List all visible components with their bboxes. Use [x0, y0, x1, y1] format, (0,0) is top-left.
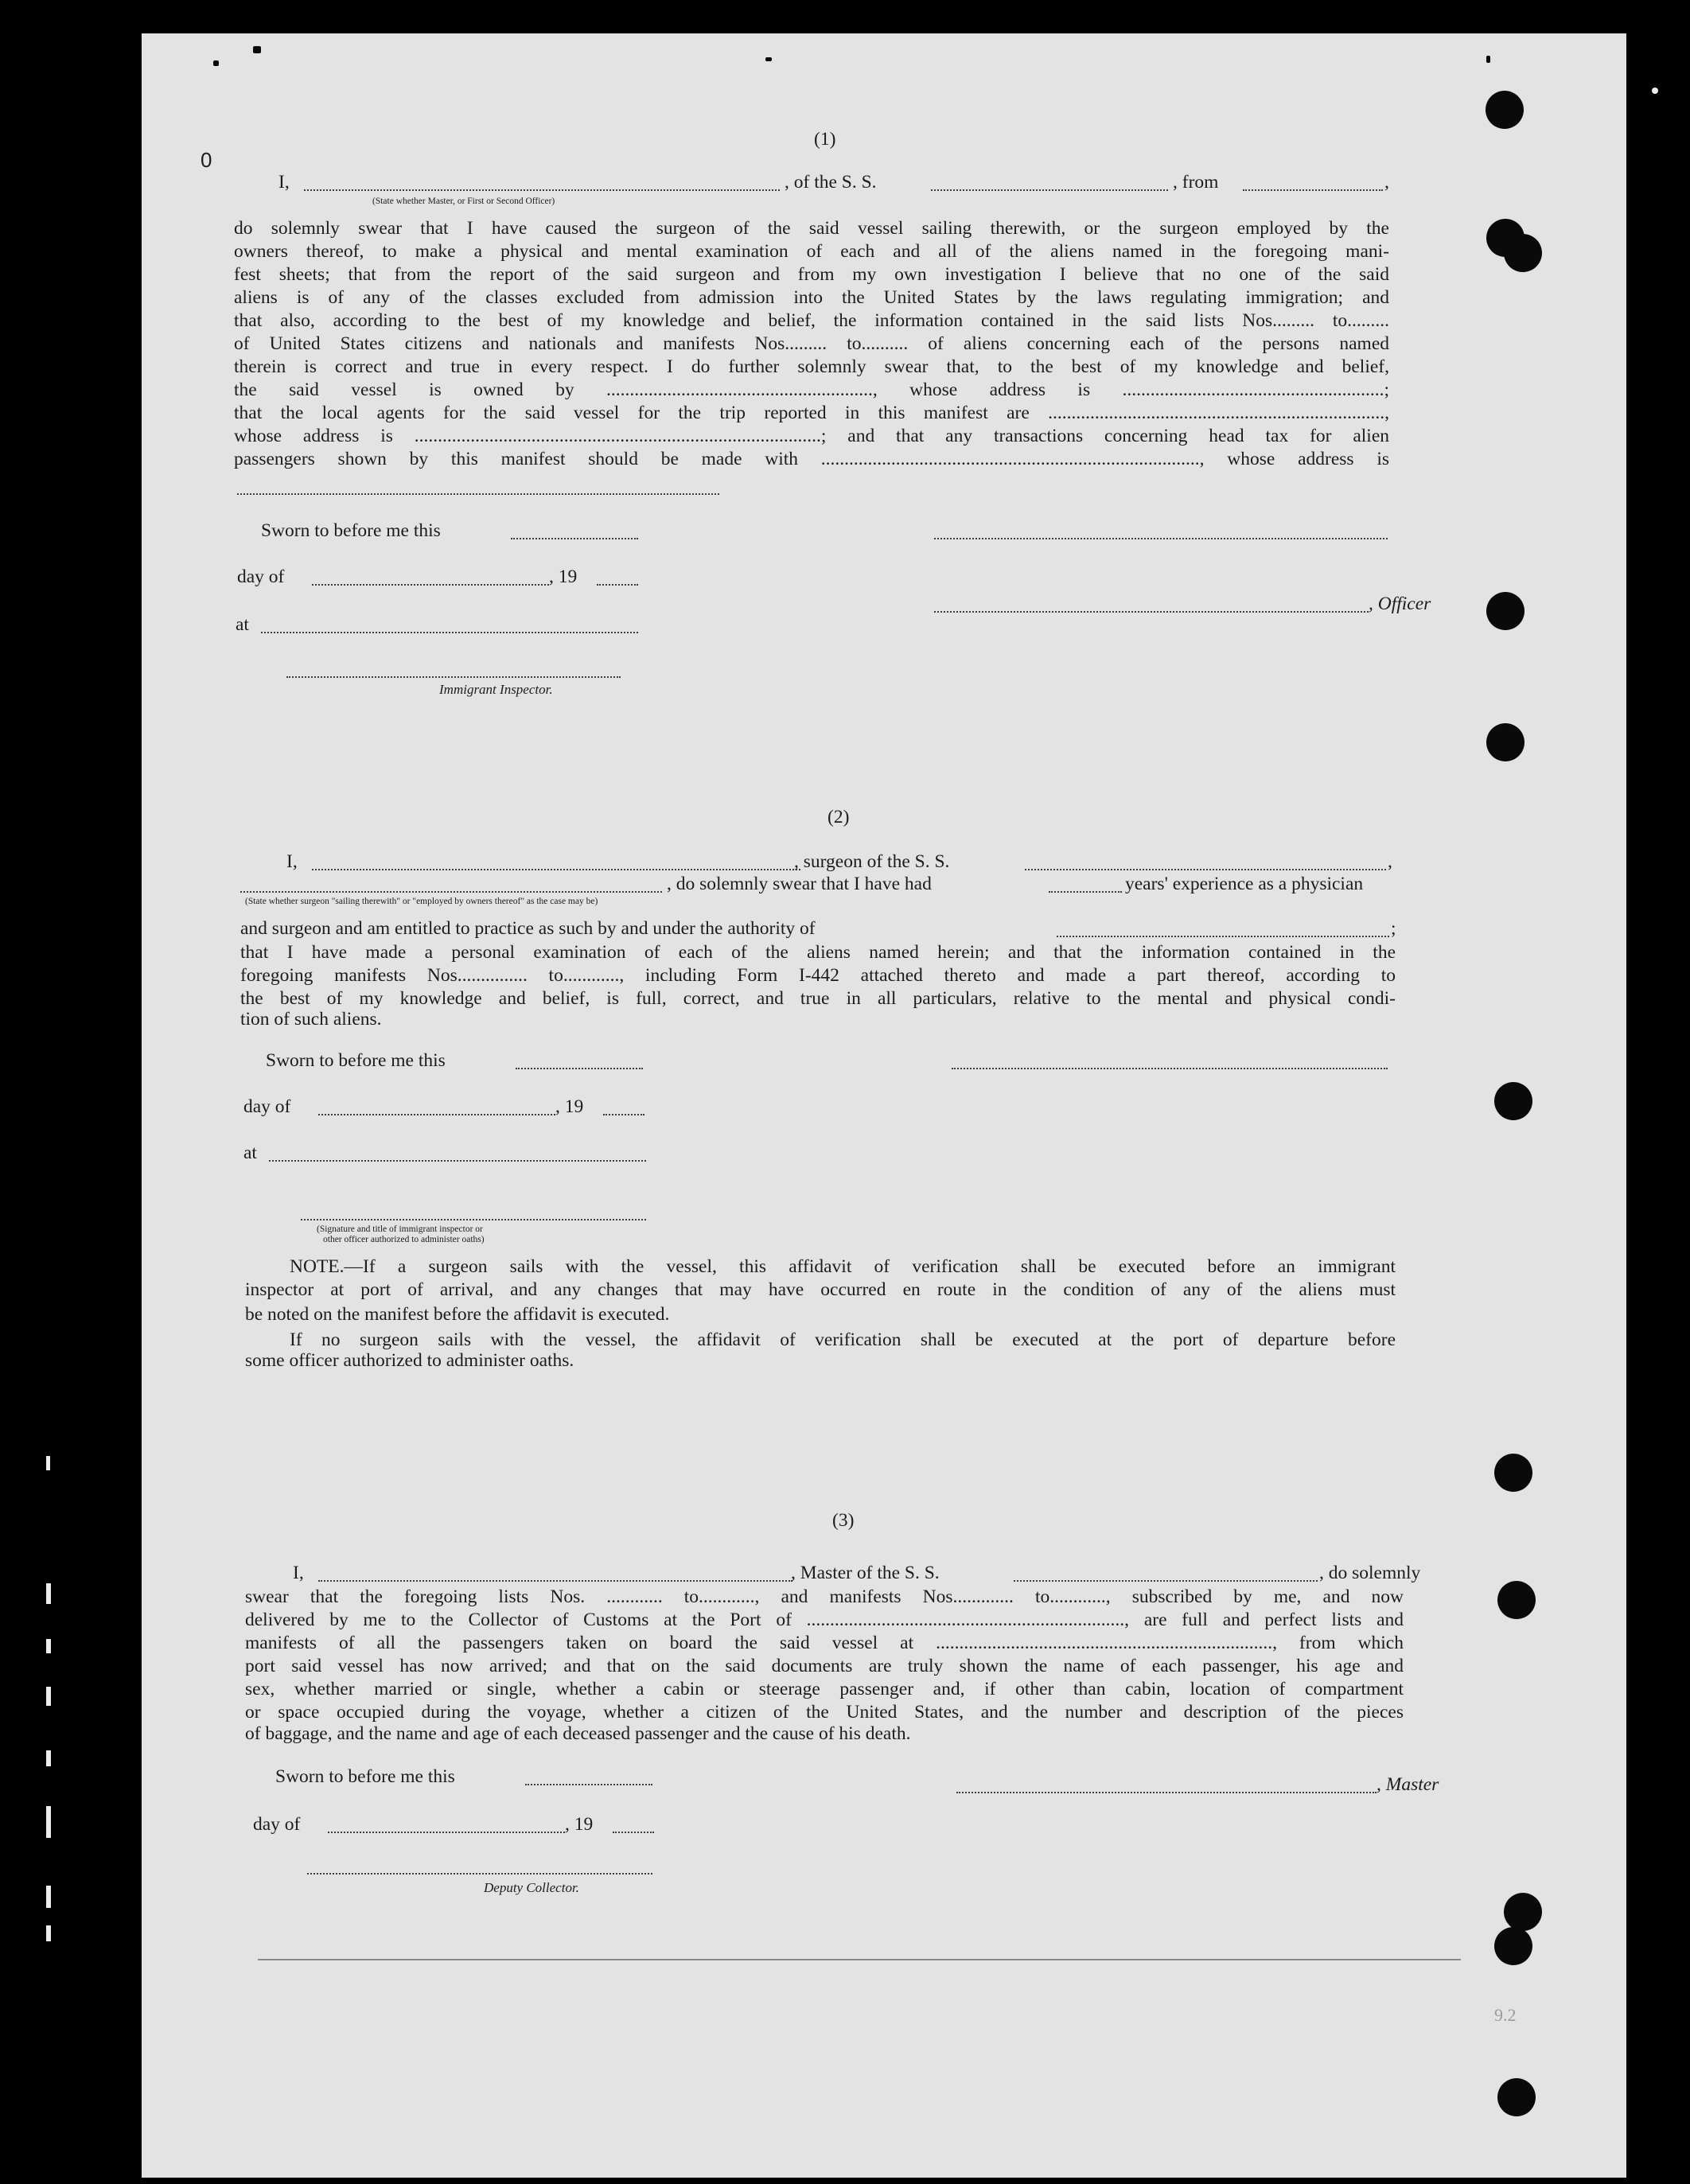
deputy-signature-field[interactable] [307, 1873, 652, 1875]
oath-text [234, 217, 1389, 471]
oath-line: that I have made a personal examination of each of the aliens named herein; and that the information contained in the [240, 942, 1396, 963]
scan-mark [46, 1806, 51, 1838]
section-number: (1) [814, 129, 836, 150]
scan-speck [765, 57, 772, 61]
from-label: , from [1173, 172, 1219, 193]
note-line: some officer authorized to administer oaths. [245, 1350, 574, 1371]
at-place-field[interactable] [269, 1160, 646, 1162]
surgeon-swear-text: , do solemnly swear that I have had [667, 874, 932, 894]
signature-caption: other officer authorized to administer oaths) [323, 1235, 485, 1244]
oath-line: or space occupied during the voyage, whether a citizen of the United States, and the number and description of the pieces [245, 1702, 1404, 1723]
punch-hole [1494, 1927, 1532, 1965]
punch-hole [1494, 1082, 1532, 1120]
day-month-field[interactable] [312, 584, 549, 586]
inspector-label: Immigrant Inspector. [439, 682, 553, 697]
note-line: If no surgeon sails with the vessel, the affidavit of verification shall be executed at the port of departure before [290, 1329, 1396, 1350]
scan-mark [46, 1456, 50, 1470]
master-vessel-label: , Master of the S. S. [791, 1563, 940, 1583]
master-name-field[interactable] [318, 1580, 792, 1582]
scan-mark [46, 1750, 51, 1766]
field-caption: (State whether Master, or First or Second Officer) [372, 197, 555, 206]
surgeon-vessel-field[interactable] [1025, 869, 1386, 870]
oath-line: aliens is of any of the classes excluded from admission into the United States by the laws regulating immigration; and [234, 287, 1389, 308]
scan-mark [46, 1886, 51, 1908]
note-line: be noted on the manifest before the affidavit is executed. [245, 1304, 670, 1325]
scan-mark [46, 1687, 51, 1706]
oath-line: whose address is .......................................................................................; and that any transactions concerning head tax for alien [234, 426, 1389, 446]
section-number: (2) [827, 807, 850, 827]
note-text [245, 1256, 1396, 1279]
inspector-signature-field[interactable] [286, 676, 621, 678]
oath-line: foregoing manifests Nos............... to............, including Form I-442 attached thereto and made a part thereof, according to [240, 965, 1396, 986]
master-label: , Master [1377, 1774, 1439, 1795]
oath-line: delivered by me to the Collector of Customs at the Port of ...................................................................., are full and perfect lists and [245, 1610, 1404, 1630]
surgeon-signature-field[interactable] [952, 1068, 1388, 1069]
year-field[interactable] [603, 1114, 644, 1115]
note-line: inspector at port of arrival, and any changes that may have occurred en route in the condition of any of the aliens must [245, 1279, 1396, 1300]
note-line: NOTE.—If a surgeon sails with the vessel, this affidavit of verification shall be executed before an immigrant [290, 1256, 1396, 1277]
section-number: (3) [832, 1510, 855, 1531]
vessel-label: , of the S. S. [785, 172, 877, 193]
year-field[interactable] [613, 1832, 654, 1833]
sworn-label: Sworn to before me this [266, 1050, 446, 1071]
year-label: , 19 [565, 1814, 594, 1835]
note-text [245, 1279, 1396, 1302]
surgeon-status-field[interactable] [240, 891, 662, 893]
oath-line: tion of such aliens. [240, 1009, 382, 1030]
surgeon-oath-text [240, 941, 1396, 1010]
signature-title-field[interactable] [301, 1219, 646, 1220]
punch-hole [1497, 1581, 1536, 1619]
oath-line: therein is correct and true in every respect. I do further solemnly swear that, to the best of my knowledge and belief, [234, 356, 1389, 377]
day-of-label: day of [253, 1814, 301, 1835]
scan-mark [46, 1925, 51, 1941]
at-label: at [243, 1143, 257, 1163]
vessel-name-field[interactable] [931, 189, 1168, 191]
scan-speck [1486, 56, 1490, 63]
field-caption: (State whether surgeon "sailing therewith" or "employed by owners thereof" as the case may be) [245, 897, 598, 906]
document-page [142, 33, 1626, 2178]
surgeon-prefix: I, [286, 851, 298, 872]
scan-speck [213, 60, 219, 66]
sworn-date-field[interactable] [525, 1784, 652, 1785]
punch-hole [1504, 1893, 1542, 1931]
scan-speck [253, 46, 261, 53]
sworn-label: Sworn to before me this [275, 1766, 455, 1787]
scan-mark [1652, 88, 1658, 94]
years-experience-label: years' experience as a physician [1125, 874, 1364, 894]
punch-hole [1494, 1454, 1532, 1492]
punch-hole [1486, 91, 1524, 129]
agent-address-continuation-field[interactable] [237, 493, 719, 495]
oath-line: the said vessel is owned by ........................................................., whose address is ........................................................; [234, 380, 1389, 400]
punch-hole [1486, 723, 1525, 761]
punch-hole [1504, 234, 1542, 272]
master-oath-text [245, 1586, 1404, 1724]
from-port-field[interactable] [1243, 189, 1383, 191]
oath-line: that also, according to the best of my knowledge and belief, the information contained in the said lists Nos......... to......... [234, 310, 1389, 331]
master-prefix: I, [293, 1563, 304, 1583]
scan-mark [46, 1583, 51, 1604]
sworn-date-field[interactable] [516, 1068, 643, 1069]
punch-hole [1486, 592, 1525, 630]
at-place-field[interactable] [261, 632, 638, 633]
surgeon-name-field[interactable] [312, 869, 800, 870]
officer-title-field[interactable] [934, 611, 1369, 613]
master-signature-field[interactable] [956, 1792, 1377, 1793]
year-label: , 19 [549, 566, 578, 587]
oath-line: port said vessel has now arrived; and that on the said documents are truly shown the name of each passenger, his age and [245, 1656, 1404, 1676]
officer-signature-field[interactable] [934, 538, 1388, 539]
sworn-label: Sworn to before me this [261, 520, 441, 541]
margin-mark: 0 [201, 148, 212, 172]
stamp-number: 9.2 [1494, 2005, 1517, 2025]
note-text [290, 1329, 1396, 1352]
bottom-rule [258, 1959, 1461, 1960]
master-vessel-field[interactable] [1014, 1580, 1318, 1582]
oath-line: owners thereof, to make a physical and mental examination of each and all of the aliens named in the foregoing mani- [234, 241, 1389, 262]
oath-line: do solemnly swear that I have caused the surgeon of the said vessel sailing therewith, or the surgeon employed by the [234, 218, 1389, 239]
day-of-label: day of [243, 1096, 291, 1117]
affiant-name-field[interactable] [304, 189, 780, 191]
sworn-date-field[interactable] [511, 538, 638, 539]
authority-text: and surgeon and am entitled to practice as such by and under the authority of [240, 918, 816, 939]
oath-line: that the local agents for the said vessel for the trip reported in this manifest are ........................................................................, [234, 403, 1389, 423]
affiant-prefix: I, [278, 172, 290, 193]
years-experience-field[interactable] [1049, 891, 1122, 893]
signature-caption: (Signature and title of immigrant inspector or [317, 1224, 483, 1234]
line-end: ; [1391, 918, 1396, 939]
line-end: , do solemnly [1319, 1563, 1421, 1583]
year-label: , 19 [555, 1096, 584, 1117]
scan-mark [46, 1639, 51, 1653]
oath-line: the best of my knowledge and belief, is full, correct, and true in all particulars, relative to the mental and physical condi- [240, 988, 1396, 1009]
authority-field[interactable] [1057, 936, 1389, 937]
line-end: , [1388, 851, 1392, 872]
day-month-field[interactable] [328, 1832, 565, 1833]
officer-label: , Officer [1369, 594, 1431, 614]
at-label: at [236, 614, 249, 635]
oath-line: passengers shown by this manifest should be made with ................................................................................., whose address is [234, 449, 1389, 469]
oath-line: manifests of all the passengers taken on board the said vessel at ........................................................................, from which [245, 1633, 1404, 1653]
surgeon-vessel-label: , surgeon of the S. S. [794, 851, 950, 872]
punch-hole [1497, 2078, 1536, 2116]
year-field[interactable] [597, 584, 638, 586]
day-of-label: day of [237, 566, 285, 587]
line-end: , [1384, 172, 1389, 193]
oath-line: of baggage, and the name and age of each deceased passenger and the cause of his death. [245, 1723, 911, 1744]
deputy-label: Deputy Collector. [484, 1880, 579, 1895]
oath-line: fest sheets; that from the report of the said surgeon and from my own investigation I believe that no one of the said [234, 264, 1389, 285]
oath-line: swear that the foregoing lists Nos. ............ to............, and manifests Nos............. to............, subscribed by me, and now [245, 1586, 1404, 1607]
day-month-field[interactable] [318, 1114, 555, 1115]
oath-line: of United States citizens and nationals and manifests Nos......... to.......... of aliens concerning each of the persons named [234, 333, 1389, 354]
oath-line: sex, whether married or single, whether a cabin or steerage passenger and, if other than cabin, location of compartment [245, 1679, 1404, 1699]
